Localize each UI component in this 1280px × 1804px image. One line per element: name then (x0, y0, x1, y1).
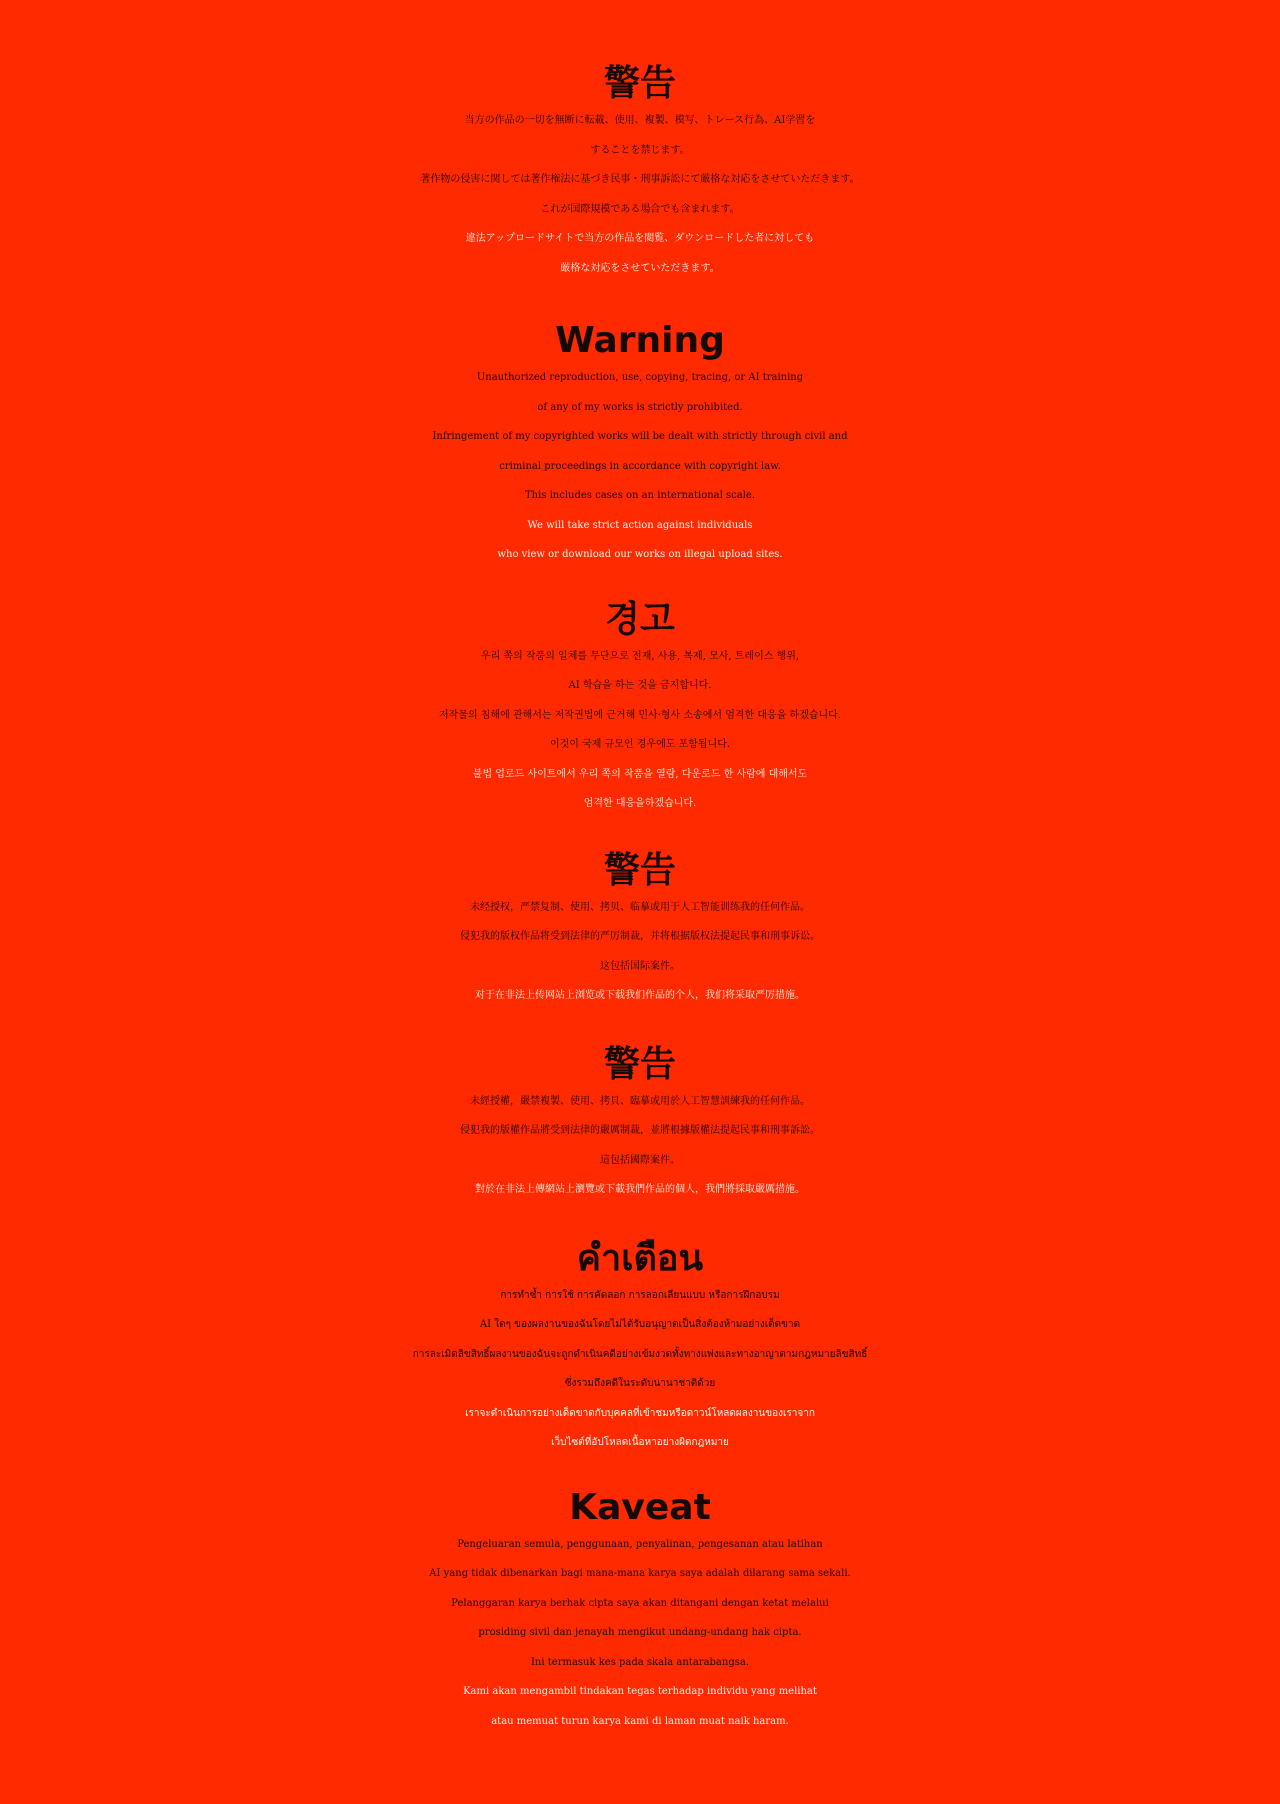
notice-line: This includes cases on an international scale. (524, 490, 756, 501)
notice-line: 对于在非法上传网站上浏览或下载我们作品的个人，我们将采取严厉措施。 (475, 990, 805, 1001)
notice-line: 未經授權，嚴禁複製、使用、拷貝、臨摹或用於人工智慧訓練我的任何作品。 (470, 1095, 810, 1107)
notice-line: Ini termasuk kes pada skala antarabangsa. (530, 1656, 750, 1668)
notice-line: of any of my works is strictly prohibited. (537, 401, 743, 413)
notice-line: criminal proceedings in accordance with copyright law. (499, 460, 781, 472)
section-korean (30, 598, 1250, 819)
notice-line: atau memuat turun karya kami di laman muat naik haram. (491, 1715, 789, 1727)
notice-line: We will take strict action against individuals (527, 519, 753, 531)
notice-line: AI 학습을 하는 것을 금지합니다. (568, 680, 712, 691)
notice-line: 저작물의 침해에 관해서는 저작권법에 근거해 민사·형사 소송에서 엄격한 대응을 하겠습니다. (438, 709, 842, 721)
notice-line: 著作物の侵害に関しては著作権法に基づき民事・刑事訴訟にて厳格な対応をさせていただきます。 (420, 174, 860, 185)
section-malay (30, 1486, 1250, 1737)
section-heading: 警告 (603, 849, 676, 891)
notice-line: 未经授权，严禁复制、使用、拷贝、临摹或用于人工智能训练我的任何作品。 (470, 901, 810, 913)
section-heading: Warning (555, 320, 725, 361)
notice-line: AI ใดๆ ของผลงานของฉันโดยไม่ได้รับอนุญาตเป็นสิ่งต้องห้ามอย่างเด็ดขาด (479, 1319, 801, 1330)
notice-line: 这包括国际案件。 (600, 960, 680, 972)
section-chinese-simplified (30, 849, 1250, 1011)
notice-line: することを禁じます。 (590, 144, 690, 156)
notice-line: who view or download our works on illegal upload sites. (497, 549, 783, 560)
section-heading: 警告 (603, 63, 676, 104)
notice-line: เว็บไซต์ที่อัปโหลดเนื้อหาอย่างผิดกฎหมาย (551, 1437, 729, 1448)
notice-line: 이것이 국제 규모인 경우에도 포함됩니다. (549, 739, 731, 750)
notice-line: ซึ่งรวมถึงคดีในระดับนานาชาติด้วย (564, 1378, 716, 1389)
notice-line: Unauthorized reproduction, use, copying, tracing, or AI training (476, 372, 804, 383)
notice-line: 厳格な対応をさせていただきます。 (560, 262, 720, 274)
section-thai (30, 1237, 1250, 1458)
section-chinese-traditional (30, 1043, 1250, 1205)
notice-line: これが国際規模である場合でも含まれます。 (540, 203, 740, 215)
notice-line: การทำซ้ำ การใช้ การคัดลอก การลอกเลียนแบบ หรือการฝึกอบรม (500, 1289, 780, 1301)
notice-line: 우리 쪽의 작품의 일체를 무단으로 전재, 사용, 복제, 모사, 트레이스 행위, (480, 650, 800, 662)
notice-line: Kami akan mengambil tindakan tegas terhadap individu yang melihat (463, 1686, 817, 1697)
notice-line: 侵犯我的版權作品將受到法律的嚴厲制裁，並將根據版權法提起民事和刑事訴訟。 (460, 1125, 820, 1136)
section-heading: คำเตือน (576, 1237, 704, 1279)
notice-line: Infringement of my copyrighted works will be dealt with strictly through civil and (432, 431, 848, 442)
section-heading: 警告 (603, 1043, 676, 1085)
section-heading: Kaveat (569, 1486, 711, 1528)
section-heading: 경고 (605, 598, 675, 640)
notice-line: Pengeluaran semula, penggunaan, penyalinan, pengesanan atau latihan (457, 1538, 823, 1550)
notice-line: prosiding sivil dan jenayah mengikut undang-undang hak cipta. (478, 1627, 802, 1638)
notice-line: 這包括國際案件。 (600, 1154, 680, 1166)
notice-line: การละเมิดลิขสิทธิ์ผลงานของฉันจะถูกดำเนินคดีอย่างเข้มงวดทั้งทางแพ่งและทางอาญาตามกฎหมายลิขสิทธิ์ (412, 1348, 868, 1360)
section-japanese (30, 62, 1250, 283)
notice-line: 엄격한 대응을하겠습니다. (583, 798, 697, 809)
notice-line: AI yang tidak dibenarkan bagi mana-mana karya saya adalah dilarang sama sekali. (429, 1568, 851, 1579)
section-english (30, 319, 1250, 570)
notice-line: เราจะดำเนินการอย่างเด็ดขาดกับบุคคลที่เข้าชมหรือดาวน์โหลดผลงานของเราจาก (465, 1407, 815, 1419)
notice-line: 對於在非法上傳網站上瀏覽或下載我們作品的個人，我們將採取嚴厲措施。 (475, 1184, 805, 1195)
notice-line: 当方の作品の一切を無断に転載、使用、複製、模写、トレース行為、AI学習を (464, 115, 816, 126)
notice-line: 違法アップロードサイトで当方の作品を閲覧、ダウンロードした者に対しても (465, 233, 815, 244)
notice-line: Pelanggaran karya berhak cipta saya akan ditangani dengan ketat melalui (451, 1597, 829, 1609)
notice-line: 불법 업로드 사이트에서 우리 쪽의 작품을 열람, 다운로드 한 사람에 대해서도 (472, 768, 808, 780)
notice-line: 侵犯我的版权作品将受到法律的严厉制裁，并将根据版权法提起民事和刑事诉讼。 (460, 931, 820, 942)
